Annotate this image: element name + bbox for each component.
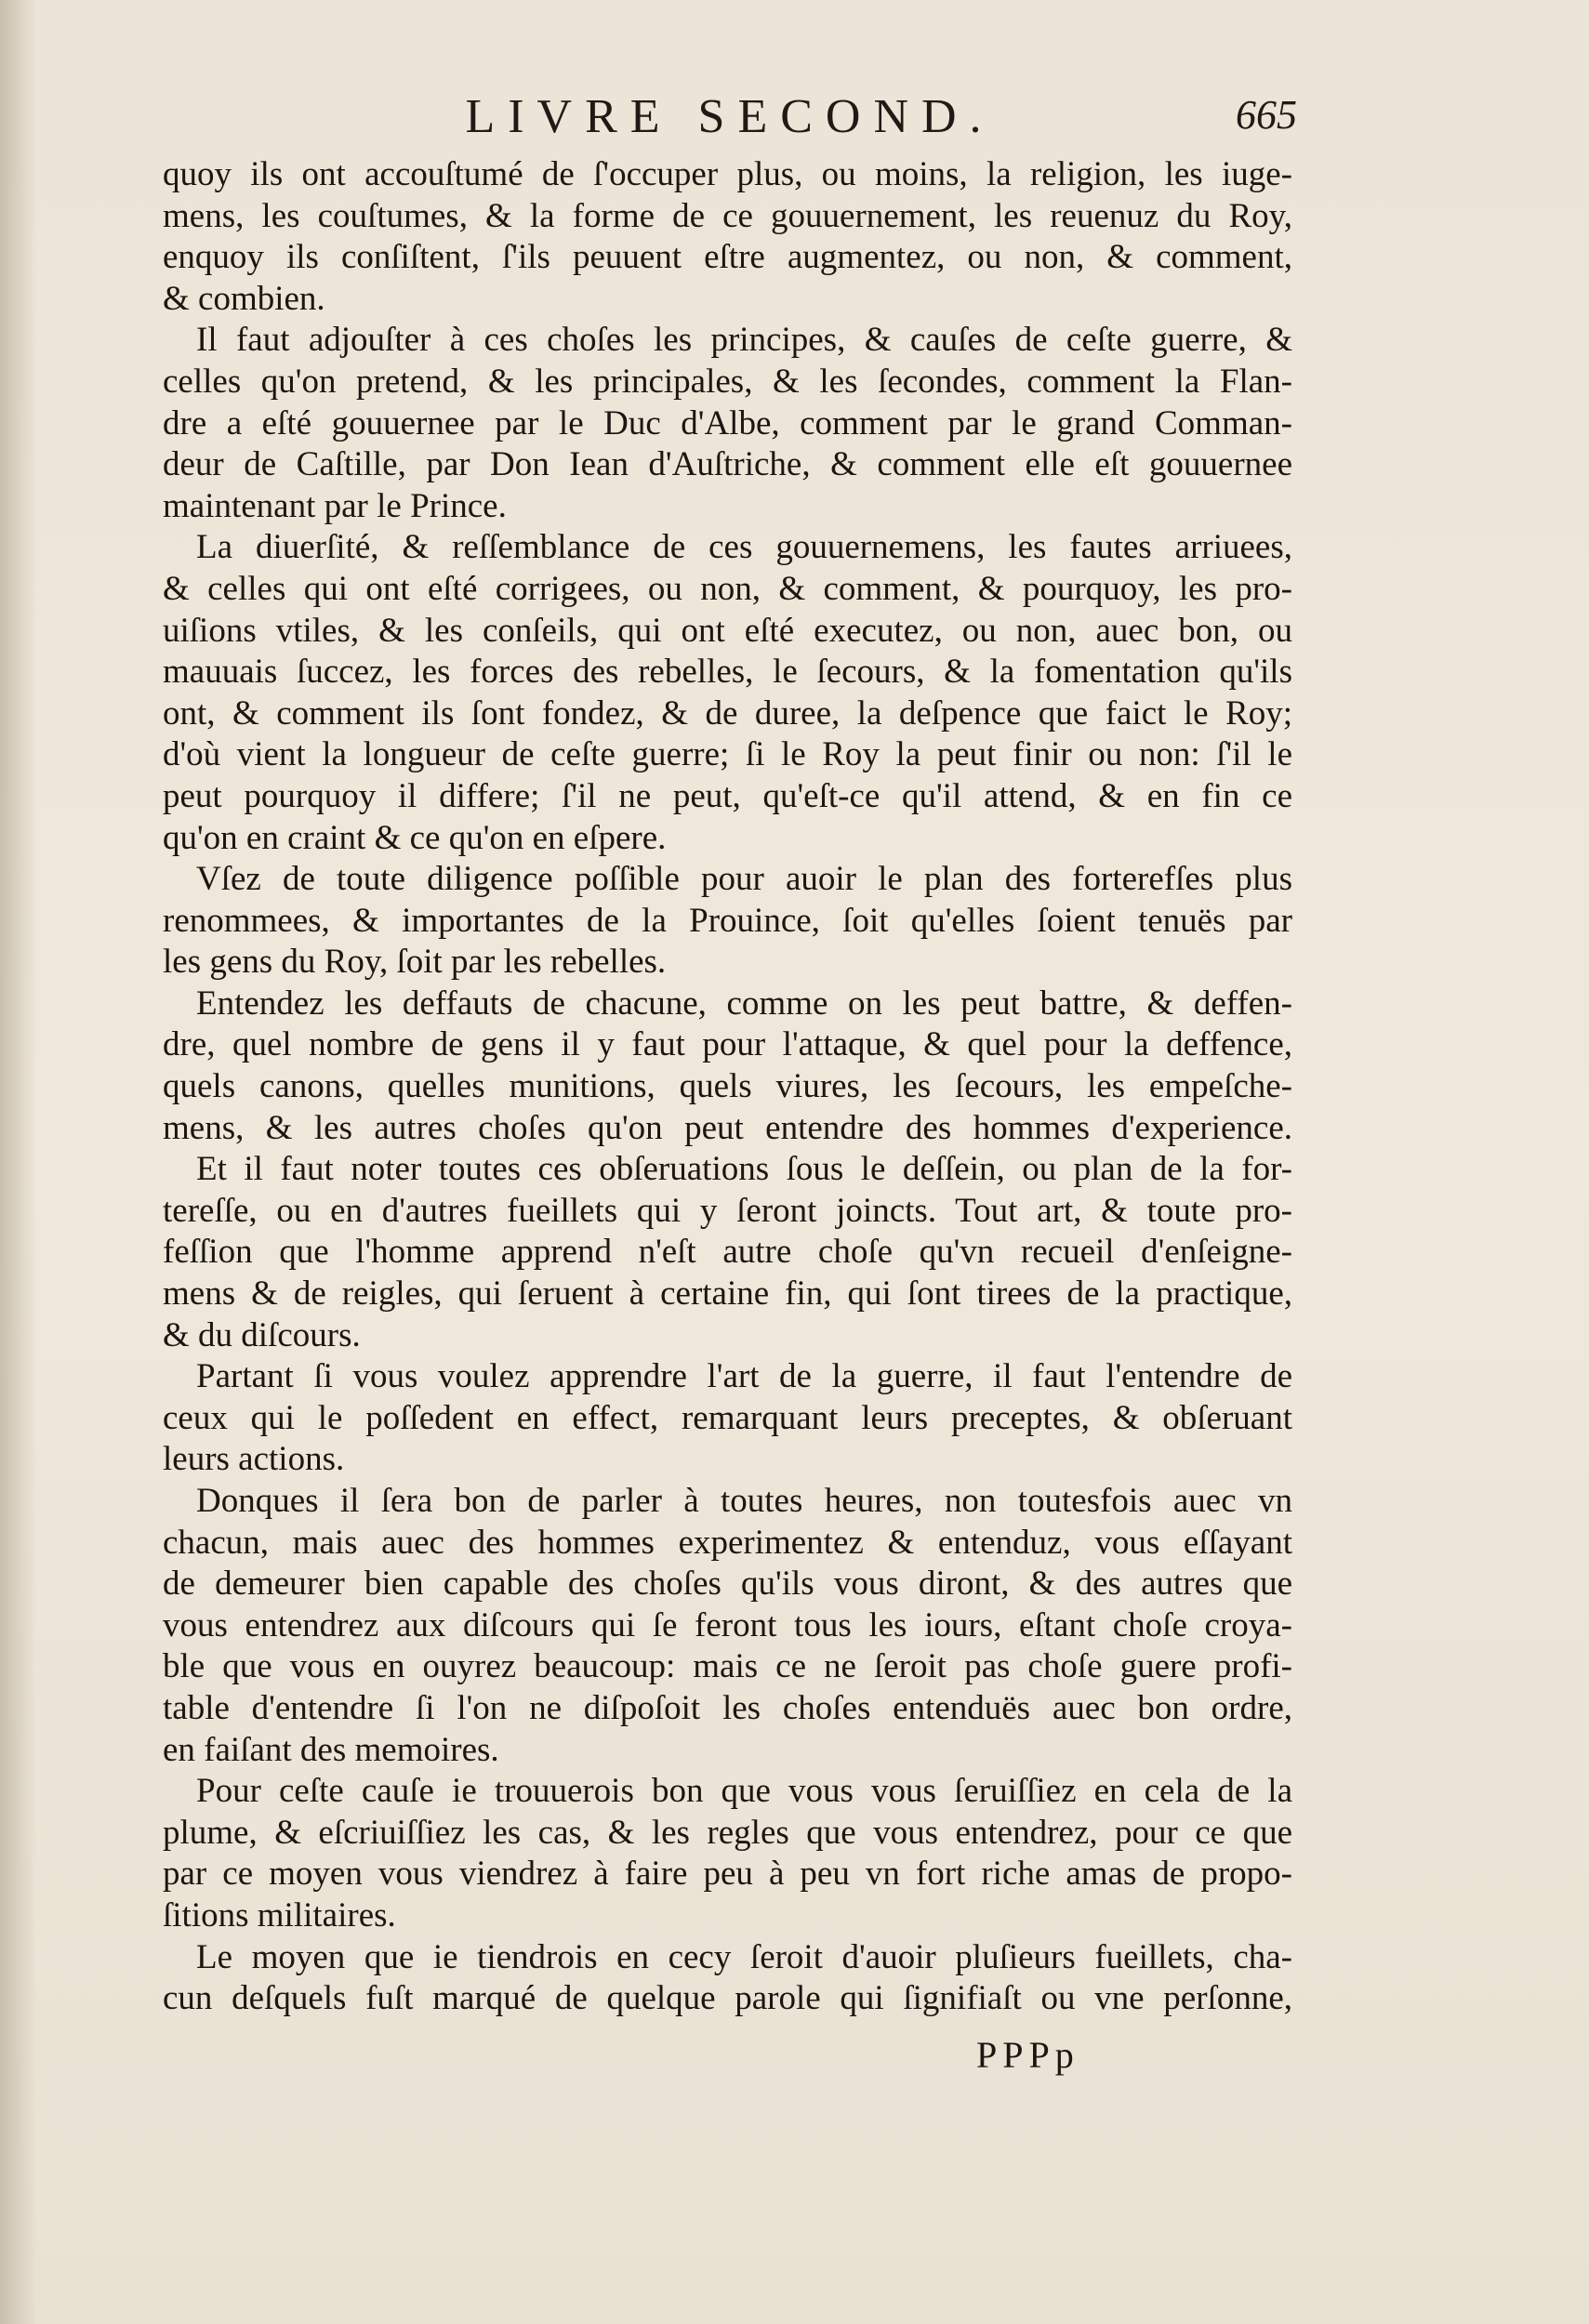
text-line: vous entendrez aux diſcours qui ſe feront tous les iours, eſtant choſe croya- [163, 1605, 1292, 1644]
text-line: deur de Caſtille, par Don Iean d'Auſtriche, & comment elle eſt gouuernee [163, 445, 1292, 484]
text-line: en faiſant des memoires. [163, 1730, 499, 1769]
text-line: mens, les couſtumes, & la forme de ce gouuernement, les reuenuz du Roy, [163, 196, 1292, 235]
text-line: Vſez de toute diligence poſſible pour auoir le plan des forterefſes plus [196, 860, 1292, 899]
running-head-title: LIVRE SECOND. [465, 90, 995, 143]
text-line: mauuais ſuccez, les forces des rebelles, le ſecours, & la fomentation qu'ils [163, 653, 1292, 692]
text-line: uiſions vtiles, & les conſeils, qui ont eſté executez, ou non, auec bon, ou [163, 611, 1292, 650]
text-line: ont, & comment ils ſont fondez, & de duree, la deſpence que faict le Roy; [163, 693, 1292, 733]
text-line: peut pourquoy il differe; ſ'il ne peut, qu'eſt-ce qu'il attend, & en fin ce [163, 776, 1292, 815]
text-line: celles qu'on pretend, & les principales, & les ſecondes, comment la Flan- [163, 362, 1292, 401]
text-line: Entendez les deffauts de chacune, comme on les peut battre, & deffen- [196, 984, 1292, 1023]
text-line: Partant ſi vous voulez apprendre l'art de la guerre, il faut l'entendre de [196, 1357, 1292, 1396]
text-line: Donques il ſera bon de parler à toutes heures, non toutesfois auec vn [196, 1482, 1292, 1520]
text-line: ſitions militaires. [163, 1895, 396, 1934]
text-line: quoy ils ont accouſtumé de ſ'occuper plus, ou moins, la religion, les iuge- [163, 155, 1292, 193]
text-line: ble que vous en ouyrez beaucoup: mais ce ne ſeroit pas choſe guere profi- [163, 1647, 1292, 1686]
body-text [163, 154, 1292, 2020]
page-number: 665 [1236, 92, 1297, 138]
signature-mark: PPPp [976, 2034, 1079, 2076]
text-line: mens & de reigles, qui ſeruent à certaine fin, qui ſont tirees de la practique, [163, 1274, 1292, 1314]
text-line: leurs actions. [163, 1440, 345, 1479]
text-line: renommees, & importantes de la Prouince, ſoit qu'elles ſoient tenuës par [163, 901, 1292, 940]
text-line: quels canons, quelles munitions, quels viures, les ſecours, les empeſche- [163, 1067, 1292, 1106]
text-line: les gens du Roy, ſoit par les rebelles. [163, 943, 667, 982]
text-line: Pour ceſte cauſe ie trouuerois bon que vous vous ſeruiſſiez en cela de la [196, 1772, 1292, 1811]
text-line: dre a eſté gouuernee par le Duc d'Albe, comment par le grand Comman- [163, 403, 1292, 442]
text-line: Et il faut noter toutes ces obſeruations ſous le deſſein, ou plan de la for- [196, 1150, 1292, 1189]
text-line: feſſion que l'homme apprend n'eſt autre choſe qu'vn recueil d'enſeigne- [163, 1233, 1292, 1272]
text-line: plume, & eſcriuiſſiez les cas, & les regles que vous entendrez, pour ce que [163, 1813, 1292, 1852]
text-line: Il faut adjouſter à ces choſes les principes, & cauſes de ceſte guerre, & [196, 321, 1292, 360]
text-line: de demeurer bien capable des choſes qu'ils vous diront, & des autres que [163, 1565, 1292, 1604]
text-line: enquoy ils conſiſtent, ſ'ils peuuent eſtre augmentez, ou non, & comment, [163, 238, 1292, 277]
text-line: & celles qui ont eſté corrigees, ou non, & comment, & pourquoy, les pro- [163, 569, 1292, 608]
text-line: Le moyen que ie tiendrois en cecy ſeroit d'auoir pluſieurs fueillets, cha- [196, 1937, 1292, 1976]
text-line: cun deſquels fuſt marqué de quelque parole qui ſignifiaſt ou vne perſonne, [163, 1979, 1292, 2018]
text-line: dre, quel nombre de gens il y faut pour l'attaque, & quel pour la deffence, [163, 1025, 1292, 1064]
text-line: table d'entendre ſi l'on ne diſpoſoit les choſes entenduës auec bon ordre, [163, 1688, 1292, 1727]
text-line: & du diſcours. [163, 1315, 361, 1354]
page-gutter-shadow [0, 0, 37, 2324]
text-line: d'où vient la longueur de ceſte guerre; ſi le Roy la peut finir ou non: ſ'il le [163, 735, 1292, 774]
running-head [163, 89, 1297, 154]
text-line: chacun, mais auec des hommes experimentez & entenduz, vous eſſayant [163, 1523, 1292, 1562]
text-line: & combien. [163, 279, 325, 318]
text-line: tereſſe, ou en d'autres fueillets qui y ſeront joincts. Tout art, & toute pro- [163, 1191, 1292, 1230]
text-line: maintenant par le Prince. [163, 486, 507, 525]
text-line: ceux qui le poſſedent en effect, remarquant leurs preceptes, & obſeruant [163, 1398, 1292, 1437]
text-line: qu'on en craint & ce qu'on en eſpere. [163, 818, 667, 857]
text-line: par ce moyen vous viendrez à faire peu à peu vn fort riche amas de propo- [163, 1855, 1292, 1894]
text-line: mens, & les autres choſes qu'on peut entendre des hommes d'experience. [163, 1108, 1292, 1147]
text-line: La diuerſité, & reſſemblance de ces gouuernemens, les fautes arriuees, [196, 528, 1292, 567]
